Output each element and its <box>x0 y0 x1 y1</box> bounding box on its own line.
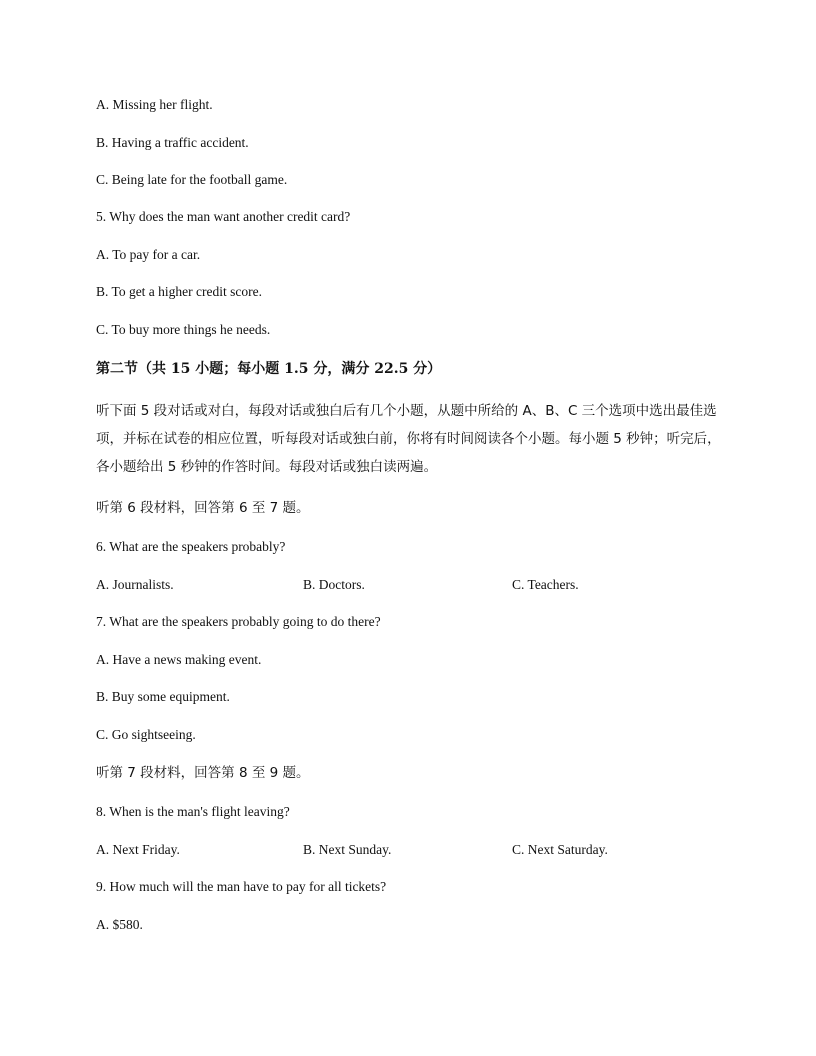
q5-option-c: C. To buy more things he needs. <box>96 322 271 337</box>
q4-option-a: A. Missing her flight. <box>96 97 213 112</box>
q6-question: 6. What are the speakers probably? <box>96 539 286 554</box>
q7-option-b: B. Buy some equipment. <box>96 689 230 704</box>
q6-option-a: A. Journalists. <box>96 577 174 592</box>
q8-option-c: C. Next Saturday. <box>512 842 608 857</box>
section-heading: 第二节（共 15 小题；每小题 1.5 分，满分 22.5 分） <box>96 361 442 377</box>
q6-option-c: C. Teachers. <box>512 577 579 592</box>
material-7-intro: 听第 7 段材料，回答第 8 至 9 题。 <box>96 765 310 781</box>
q8-option-b: B. Next Sunday. <box>303 842 392 857</box>
q5-question: 5. Why does the man want another credit card? <box>96 209 351 224</box>
q5-option-b: B. To get a higher credit score. <box>96 284 263 299</box>
q8-option-a: A. Next Friday. <box>96 842 180 857</box>
q6-option-b: B. Doctors. <box>303 577 365 592</box>
q5-option-a: A. To pay for a car. <box>96 247 201 262</box>
q4-option-b: B. Having a traffic accident. <box>96 135 249 150</box>
section-instructions: 听下面 5 段对话或对白，每段对话或独白后有几个小题，从题中所给的 A、B、C 三个选项中选出最佳选项，并标在试卷的相应位置，听每段对话或独白前，你将有时间阅读各个小题。每小题 5 秒钟；听完后，各小题给出 5 秒钟的作答时间。每段对话或独白读两遍。 <box>96 403 721 475</box>
q7-option-c: C. Go sightseeing. <box>96 727 196 742</box>
q7-question: 7. What are the speakers probably going to do there? <box>96 614 381 629</box>
q9-question: 9. How much will the man have to pay for all tickets? <box>96 879 387 894</box>
q8-question: 8. When is the man's flight leaving? <box>96 804 290 819</box>
q9-option-a: A. $580. <box>96 917 143 932</box>
material-6-intro: 听第 6 段材料，回答第 6 至 7 题。 <box>96 500 310 516</box>
q8-options <box>96 842 726 858</box>
q4-option-c: C. Being late for the football game. <box>96 172 288 187</box>
q6-options <box>96 577 726 593</box>
q7-option-a: A. Have a news making event. <box>96 652 262 667</box>
